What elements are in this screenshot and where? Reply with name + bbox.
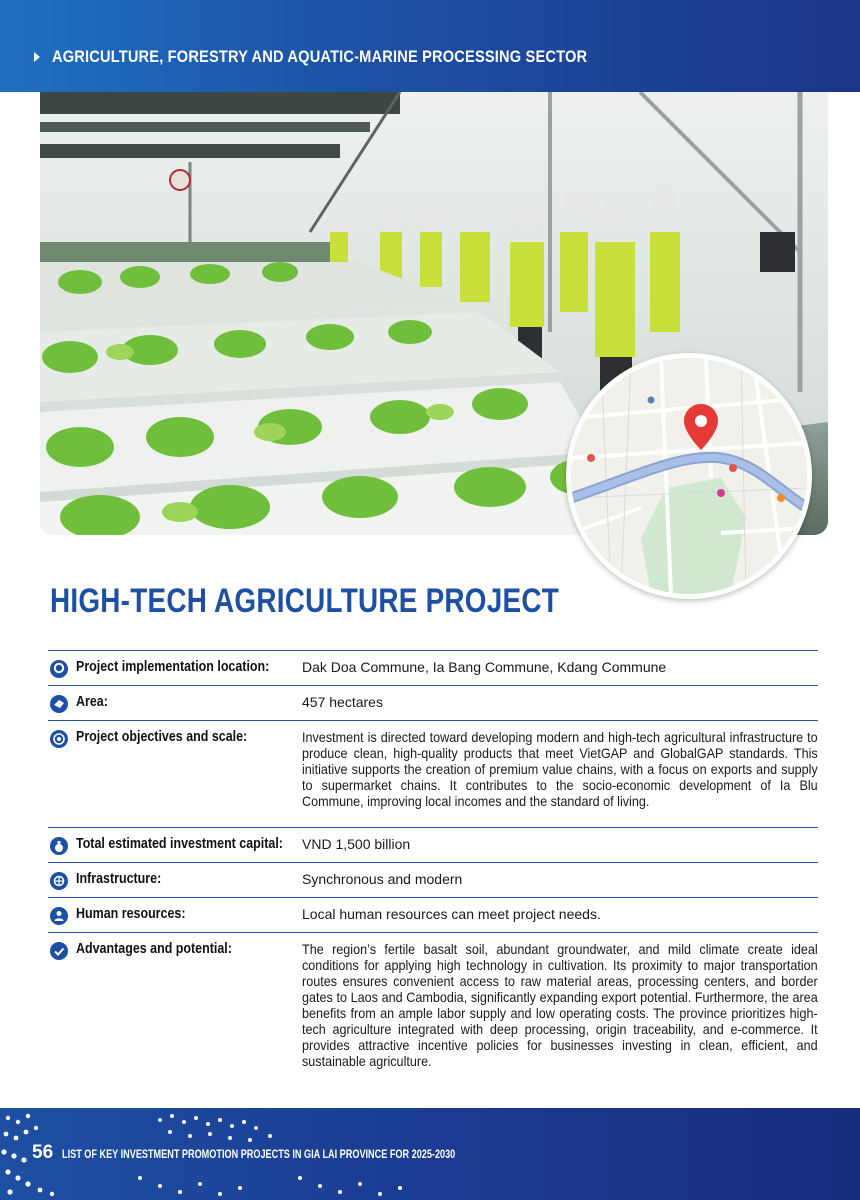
person-icon (50, 907, 68, 925)
info-row-objectives (48, 720, 818, 828)
page-number: 56 (32, 1142, 54, 1163)
info-row-location (48, 650, 818, 686)
caret-right-icon (34, 52, 40, 62)
document-title: LIST OF KEY INVESTMENT PROMOTION PROJECTS IN GIA LAI PROVINCE FOR 2025-2030 (62, 1147, 456, 1161)
info-row-human-resources (48, 897, 818, 933)
location-pin-icon (50, 660, 68, 678)
location-map[interactable] (566, 353, 812, 599)
row-label: Advantages and potential: (76, 941, 232, 957)
row-label: Project implementation location: (76, 659, 270, 675)
infrastructure-icon (50, 872, 68, 890)
info-row-area (48, 685, 818, 721)
row-label: Human resources: (76, 906, 186, 922)
project-title: HIGH-TECH AGRICULTURE PROJECT (50, 582, 559, 620)
info-row-advantages (48, 932, 818, 1069)
sector-title: AGRICULTURE, FORESTRY AND AQUATIC-MARINE PROCESSING SECTOR (52, 47, 588, 66)
area-icon (50, 695, 68, 713)
footer-band (0, 1108, 860, 1200)
row-label: Total estimated investment capital: (76, 836, 283, 852)
row-value: Investment is directed toward developing modern and high-tech agricultural infrastructure to produce clean, high-quality products that meet VietGAP and GlobalGAP standards. This initiative supports the creation of premium value chains, with a focus on exports and supply to supermarket chains. It contributes to the socio-economic development of Ia Blu Commune, improving local incomes and the standard of living. (302, 729, 818, 809)
row-label: Infrastructure: (76, 871, 162, 887)
row-value: The region’s fertile basalt soil, abundant groundwater, and mild climate create ideal conditions for applying high technology in cultivation. Its proximity to major transportation routes ensures convenient access to raw material areas, processing centers, and border gates to Laos and Cambodia, significantly expanding export potential. Furthermore, the area benefits from an ample labor supply and low operating costs. The province prioritizes high-tech agriculture integrated with deep processing, origin traceability, and e-commerce. It provides attractive incentive policies for businesses investing in clean, efficient, and sustainable agriculture. (302, 941, 818, 1069)
row-value: VND 1,500 billion (302, 836, 411, 852)
info-row-capital (48, 827, 818, 863)
row-value: Dak Doa Commune, Ia Bang Commune, Kdang Commune (302, 659, 667, 675)
row-label: Area: (76, 694, 108, 710)
row-value: 457 hectares (302, 694, 383, 710)
money-bag-icon (50, 837, 68, 855)
info-row-infrastructure (48, 862, 818, 898)
target-icon (50, 730, 68, 748)
row-label: Project objectives and scale: (76, 729, 248, 745)
row-value: Local human resources can meet project needs. (302, 906, 601, 922)
row-value: Synchronous and modern (302, 871, 463, 887)
check-icon (50, 942, 68, 960)
header-band (0, 0, 860, 92)
